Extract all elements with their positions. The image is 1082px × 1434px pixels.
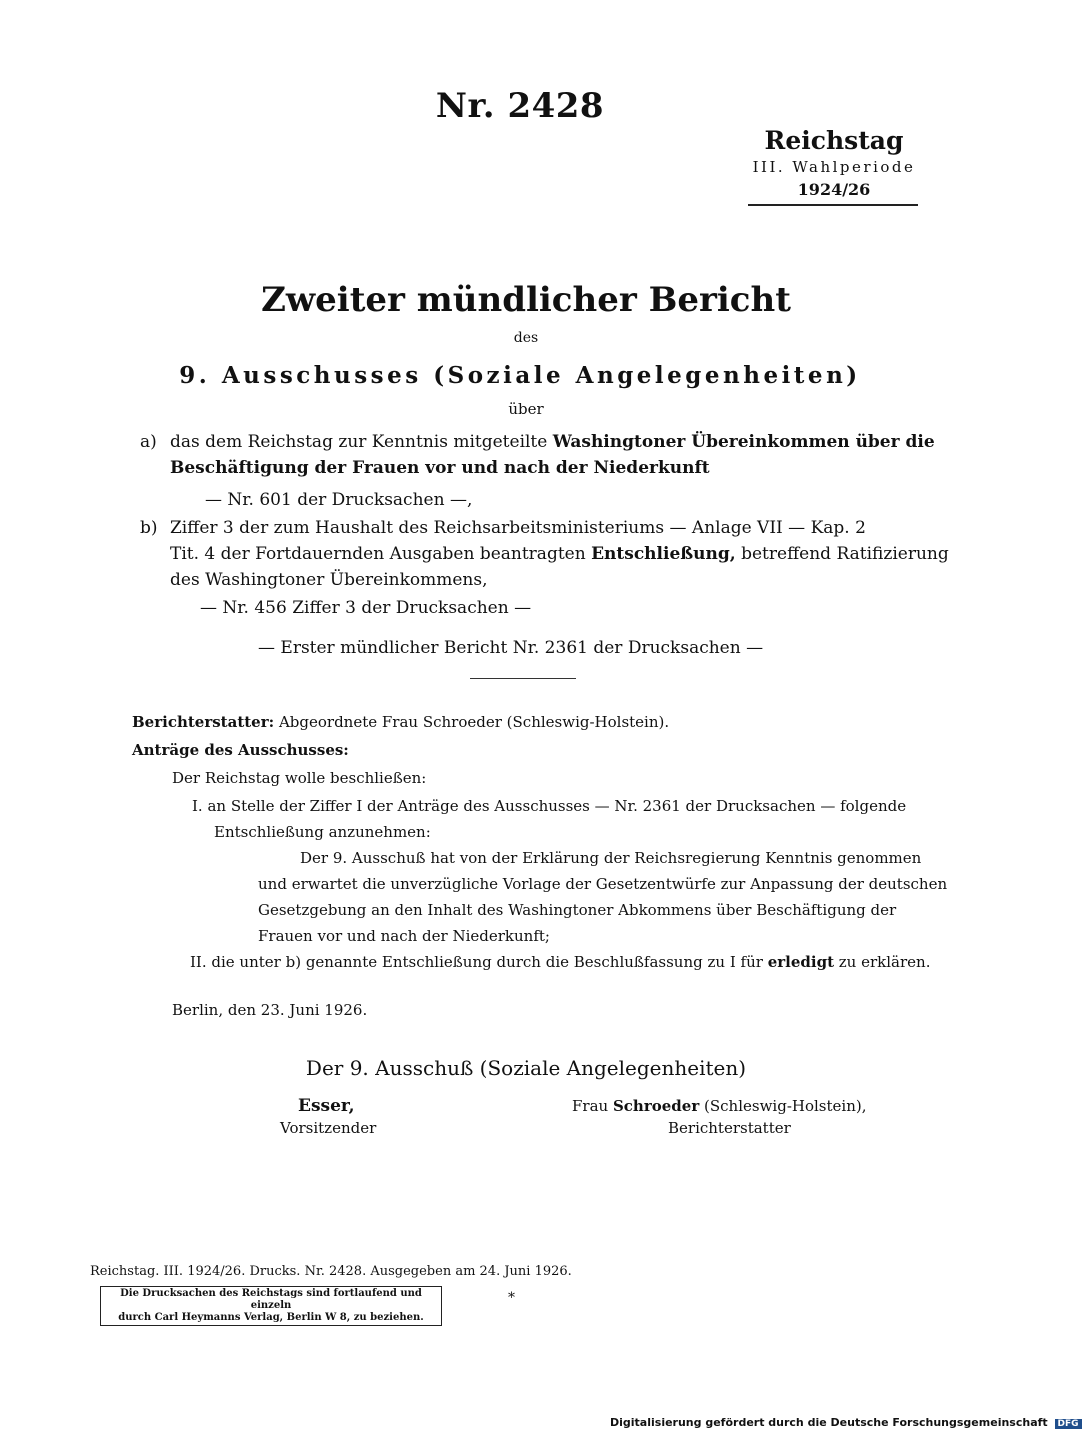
ueber-connector: über <box>508 400 544 418</box>
signature-right-prefix: Frau <box>572 1097 609 1115</box>
item-a-marker: a) <box>140 432 157 452</box>
header-rule <box>748 204 918 206</box>
signature-right-role: Berichterstatter <box>668 1119 791 1137</box>
resolution-line4: Frauen vor und nach der Niederkunft; <box>258 927 550 945</box>
resolution-line3: Gesetzgebung an den Inhalt des Washingtoner Abkommens über Beschäftigung der <box>258 901 897 919</box>
resolution-line2: und erwartet die unverzügliche Vorlage der Gesetzentwürfe zur Anpassung der deutschen <box>258 875 948 893</box>
reporter-label: Berichterstatter: <box>132 713 275 731</box>
item-a-line1 <box>170 430 935 454</box>
footer-box <box>100 1286 442 1326</box>
item-b-marker: b) <box>140 518 158 538</box>
motion-i-line1: I. an Stelle der Ziffer I der Anträge des Ausschusses — Nr. 2361 der Drucksachen — folgende <box>192 797 907 815</box>
footer-star: * <box>508 1290 515 1306</box>
signature-heading: Der 9. Ausschuß (Soziale Angelegenheiten) <box>305 1056 747 1080</box>
signature-right-suffix: (Schleswig-Holstein), <box>704 1097 867 1115</box>
motion-ii-text: II. die unter b) genannte Entschließung durch die Beschlußfassung zu I für <box>190 953 763 971</box>
item-a-line2: Beschäftigung der Frauen vor und nach der Niederkunft <box>170 458 710 478</box>
signature-right-name: Schroeder <box>612 1097 700 1115</box>
first-report-reference: — Erster mündlicher Bericht Nr. 2361 der Drucksachen — <box>258 638 764 658</box>
committee-title: 9. Ausschusses (Soziale Angelegenheiten) <box>179 362 861 389</box>
item-a-reference: — Nr. 601 der Drucksachen —, <box>205 490 473 510</box>
reporter-name: Abgeordnete Frau Schroeder (Schleswig-Holstein). <box>278 713 670 731</box>
reichstag-label: Reichstag <box>764 126 904 155</box>
item-b-line2-post: betreffend Ratifizierung <box>741 544 949 564</box>
signature-left-name: Esser, <box>298 1096 355 1116</box>
footer-line: Reichstag. III. 1924/26. Drucks. Nr. 2428. Ausgegeben am 24. Juni 1926. <box>90 1264 572 1279</box>
item-b-line2-text: Tit. 4 der Fortdauernden Ausgaben beantragten <box>170 544 586 564</box>
document-number: Nr. 2428 <box>435 86 605 126</box>
footer-box-line1: Die Drucksachen des Reichstags sind fortlaufend und einzeln <box>120 1288 422 1311</box>
reporter-line <box>132 710 669 734</box>
motions-label: Anträge des Ausschusses: <box>132 741 349 759</box>
date-line: Berlin, den 23. Juni 1926. <box>172 1001 368 1019</box>
item-b-line2 <box>170 542 949 566</box>
item-b-line1: Ziffer 3 der zum Haushalt des Reichsarbeitsministeriums — Anlage VII — Kap. 2 <box>170 518 866 538</box>
dfg-logo: DFG <box>1055 1419 1082 1429</box>
resolution-line1: Der 9. Ausschuß hat von der Erklärung der Reichsregierung Kenntnis genommen <box>300 849 922 867</box>
period-label: III. Wahlperiode <box>752 158 916 176</box>
item-a-text: das dem Reichstag zur Kenntnis mitgeteilte <box>170 432 548 452</box>
motion-ii-post: zu erklären. <box>838 953 931 971</box>
motions-intro: Der Reichstag wolle beschließen: <box>172 769 427 787</box>
motion-ii-bold: erledigt <box>767 953 834 971</box>
report-title: Zweiter mündlicher Bericht <box>261 280 791 320</box>
item-b-line3: des Washingtoner Übereinkommens, <box>170 570 488 590</box>
motion-ii-line <box>190 950 930 974</box>
item-b-reference: — Nr. 456 Ziffer 3 der Drucksachen — <box>200 598 532 618</box>
item-b-bold-text: Entschließung, <box>591 544 736 564</box>
signature-right-name-line <box>572 1094 866 1118</box>
motion-i-line2: Entschließung anzunehmen: <box>214 823 431 841</box>
item-a-bold-text: Washingtoner Übereinkommen über die <box>552 432 935 452</box>
signature-left-role: Vorsitzender <box>280 1119 377 1137</box>
years-label: 1924/26 <box>797 180 871 199</box>
digitization-text: Digitalisierung gefördert durch die Deutsche Forschungsgemeinschaft <box>610 1416 1048 1429</box>
footer-box-line2: durch Carl Heymanns Verlag, Berlin W 8, zu beziehen. <box>118 1312 424 1323</box>
des-connector: des <box>513 330 539 346</box>
section-divider <box>470 678 576 679</box>
digitization-credit <box>610 1416 1082 1429</box>
